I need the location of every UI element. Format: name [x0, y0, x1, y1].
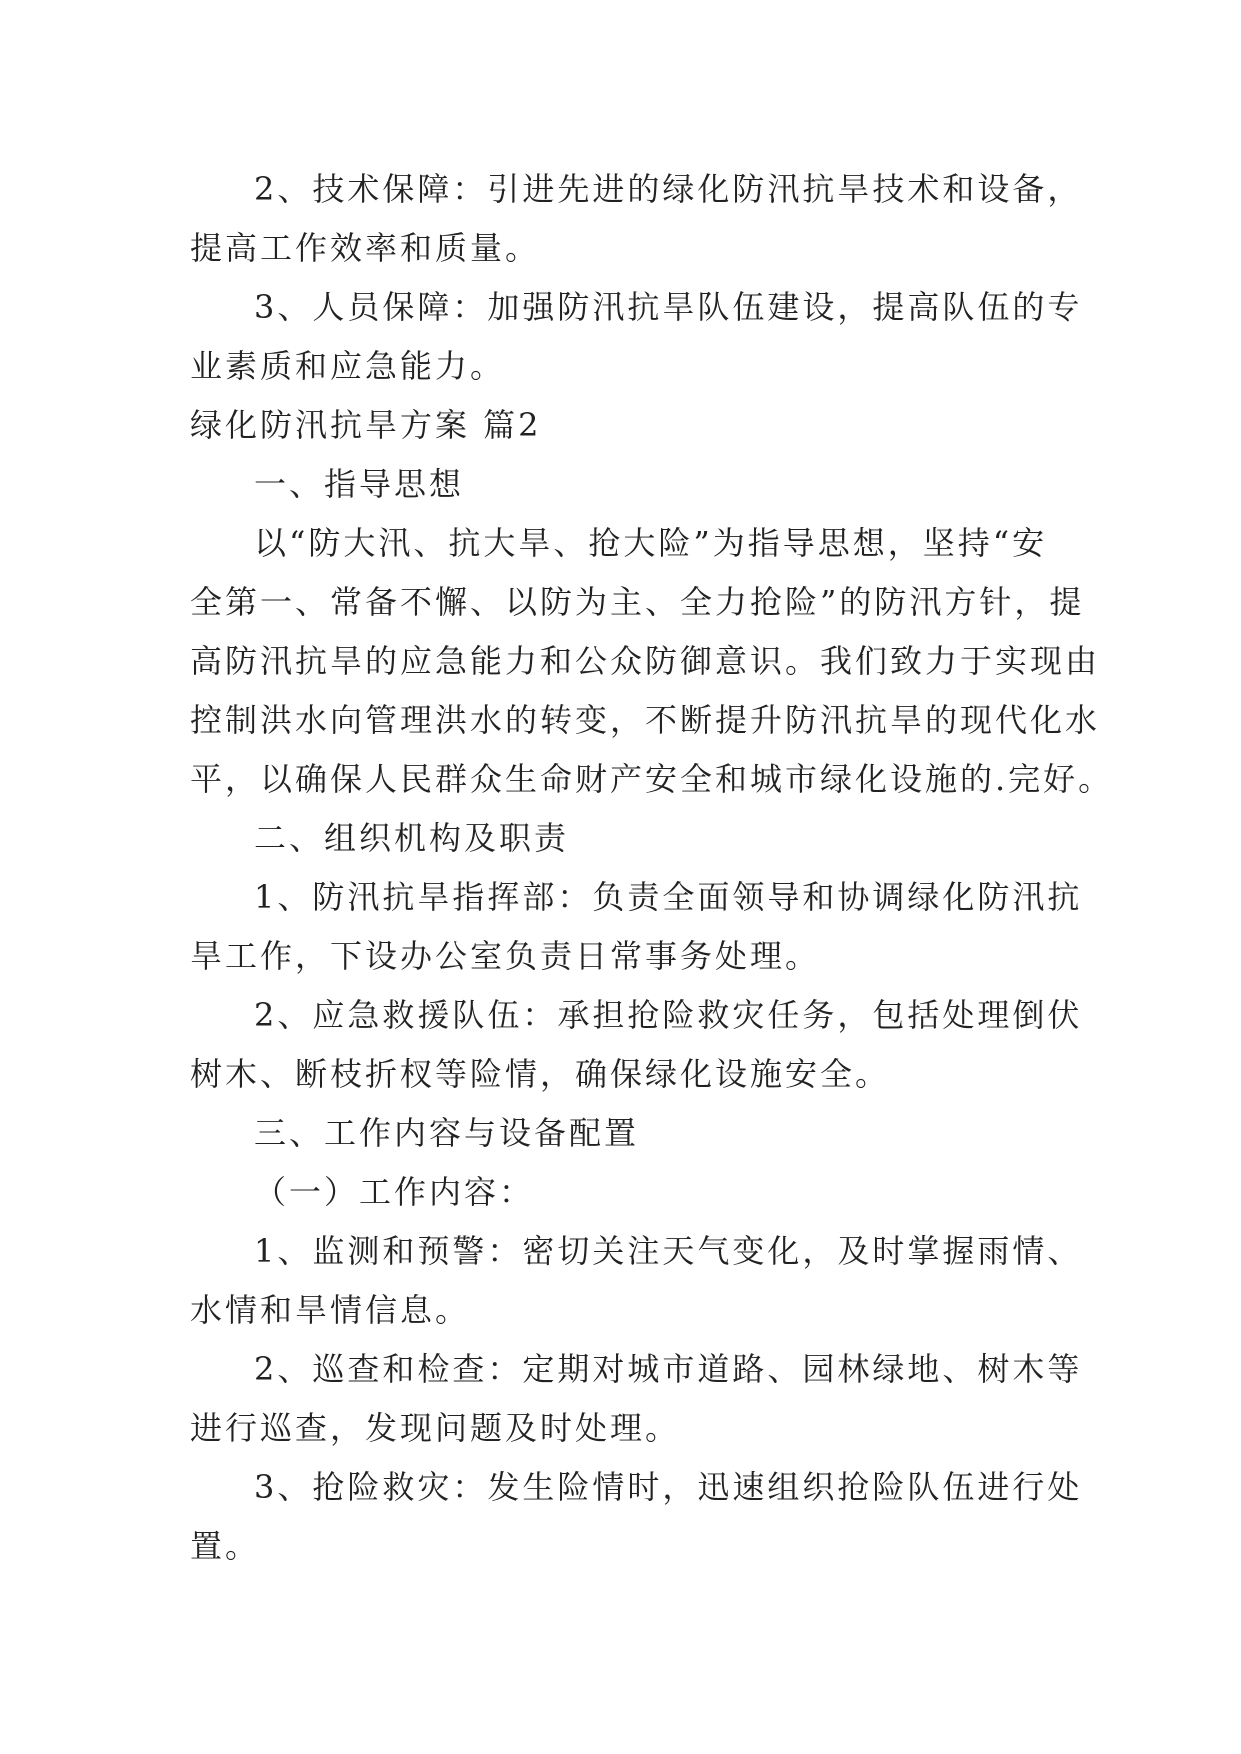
section-title: 绿化防汛抗旱方案 篇2 [190, 406, 542, 444]
paragraph-line: 高防汛抗旱的应急能力和公众防御意识。我们致力于实现由 [190, 642, 1101, 680]
paragraph-line: 全第一、常备不懈、以防为主、全力抢险”的防汛方针，提 [190, 583, 1085, 621]
paragraph-line: 旱工作，下设办公室负责日常事务处理。 [190, 937, 821, 975]
paragraph-line: 置。 [190, 1527, 261, 1565]
paragraph-line: 业素质和应急能力。 [190, 347, 506, 385]
document-page [190, 160, 1114, 1576]
paragraph-line: 3、人员保障：加强防汛抗旱队伍建设，提高队伍的专 [254, 288, 1083, 326]
paragraph-line: 控制洪水向管理洪水的转变，不断提升防汛抗旱的现代化水 [190, 701, 1101, 739]
heading-organization: 二、组织机构及职责 [254, 819, 570, 857]
paragraph-line: 水情和旱情信息。 [190, 1291, 471, 1329]
heading-work-content: 三、工作内容与设备配置 [254, 1114, 640, 1152]
paragraph-line: 2、技术保障：引进先进的绿化防汛抗旱技术和设备， [254, 170, 1083, 208]
paragraph-line: 2、应急救援队伍：承担抢险救灾任务，包括处理倒伏 [254, 996, 1083, 1034]
paragraph-line: 2、巡查和检查：定期对城市道路、园林绿地、树木等 [254, 1350, 1083, 1388]
subheading-work-content: （一）工作内容： [254, 1173, 535, 1211]
paragraph-line: 以“防大汛、抗大旱、抢大险”为指导思想，坚持“安 [254, 524, 1048, 562]
paragraph-line: 提高工作效率和质量。 [190, 229, 541, 267]
paragraph-line: 3、抢险救灾：发生险情时，迅速组织抢险队伍进行处 [254, 1468, 1083, 1506]
paragraph-line: 1、防汛抗旱指挥部：负责全面领导和协调绿化防汛抗 [254, 878, 1083, 916]
paragraph-line: 1、监测和预警：密切关注天气变化，及时掌握雨情、 [254, 1232, 1083, 1270]
paragraph-line: 平，以确保人民群众生命财产安全和城市绿化设施的.完好。 [190, 760, 1114, 798]
paragraph-line: 进行巡查，发现问题及时处理。 [190, 1409, 681, 1447]
heading-guiding-ideology: 一、指导思想 [254, 465, 465, 503]
paragraph-line: 树木、断枝折杈等险情，确保绿化设施安全。 [190, 1055, 891, 1093]
